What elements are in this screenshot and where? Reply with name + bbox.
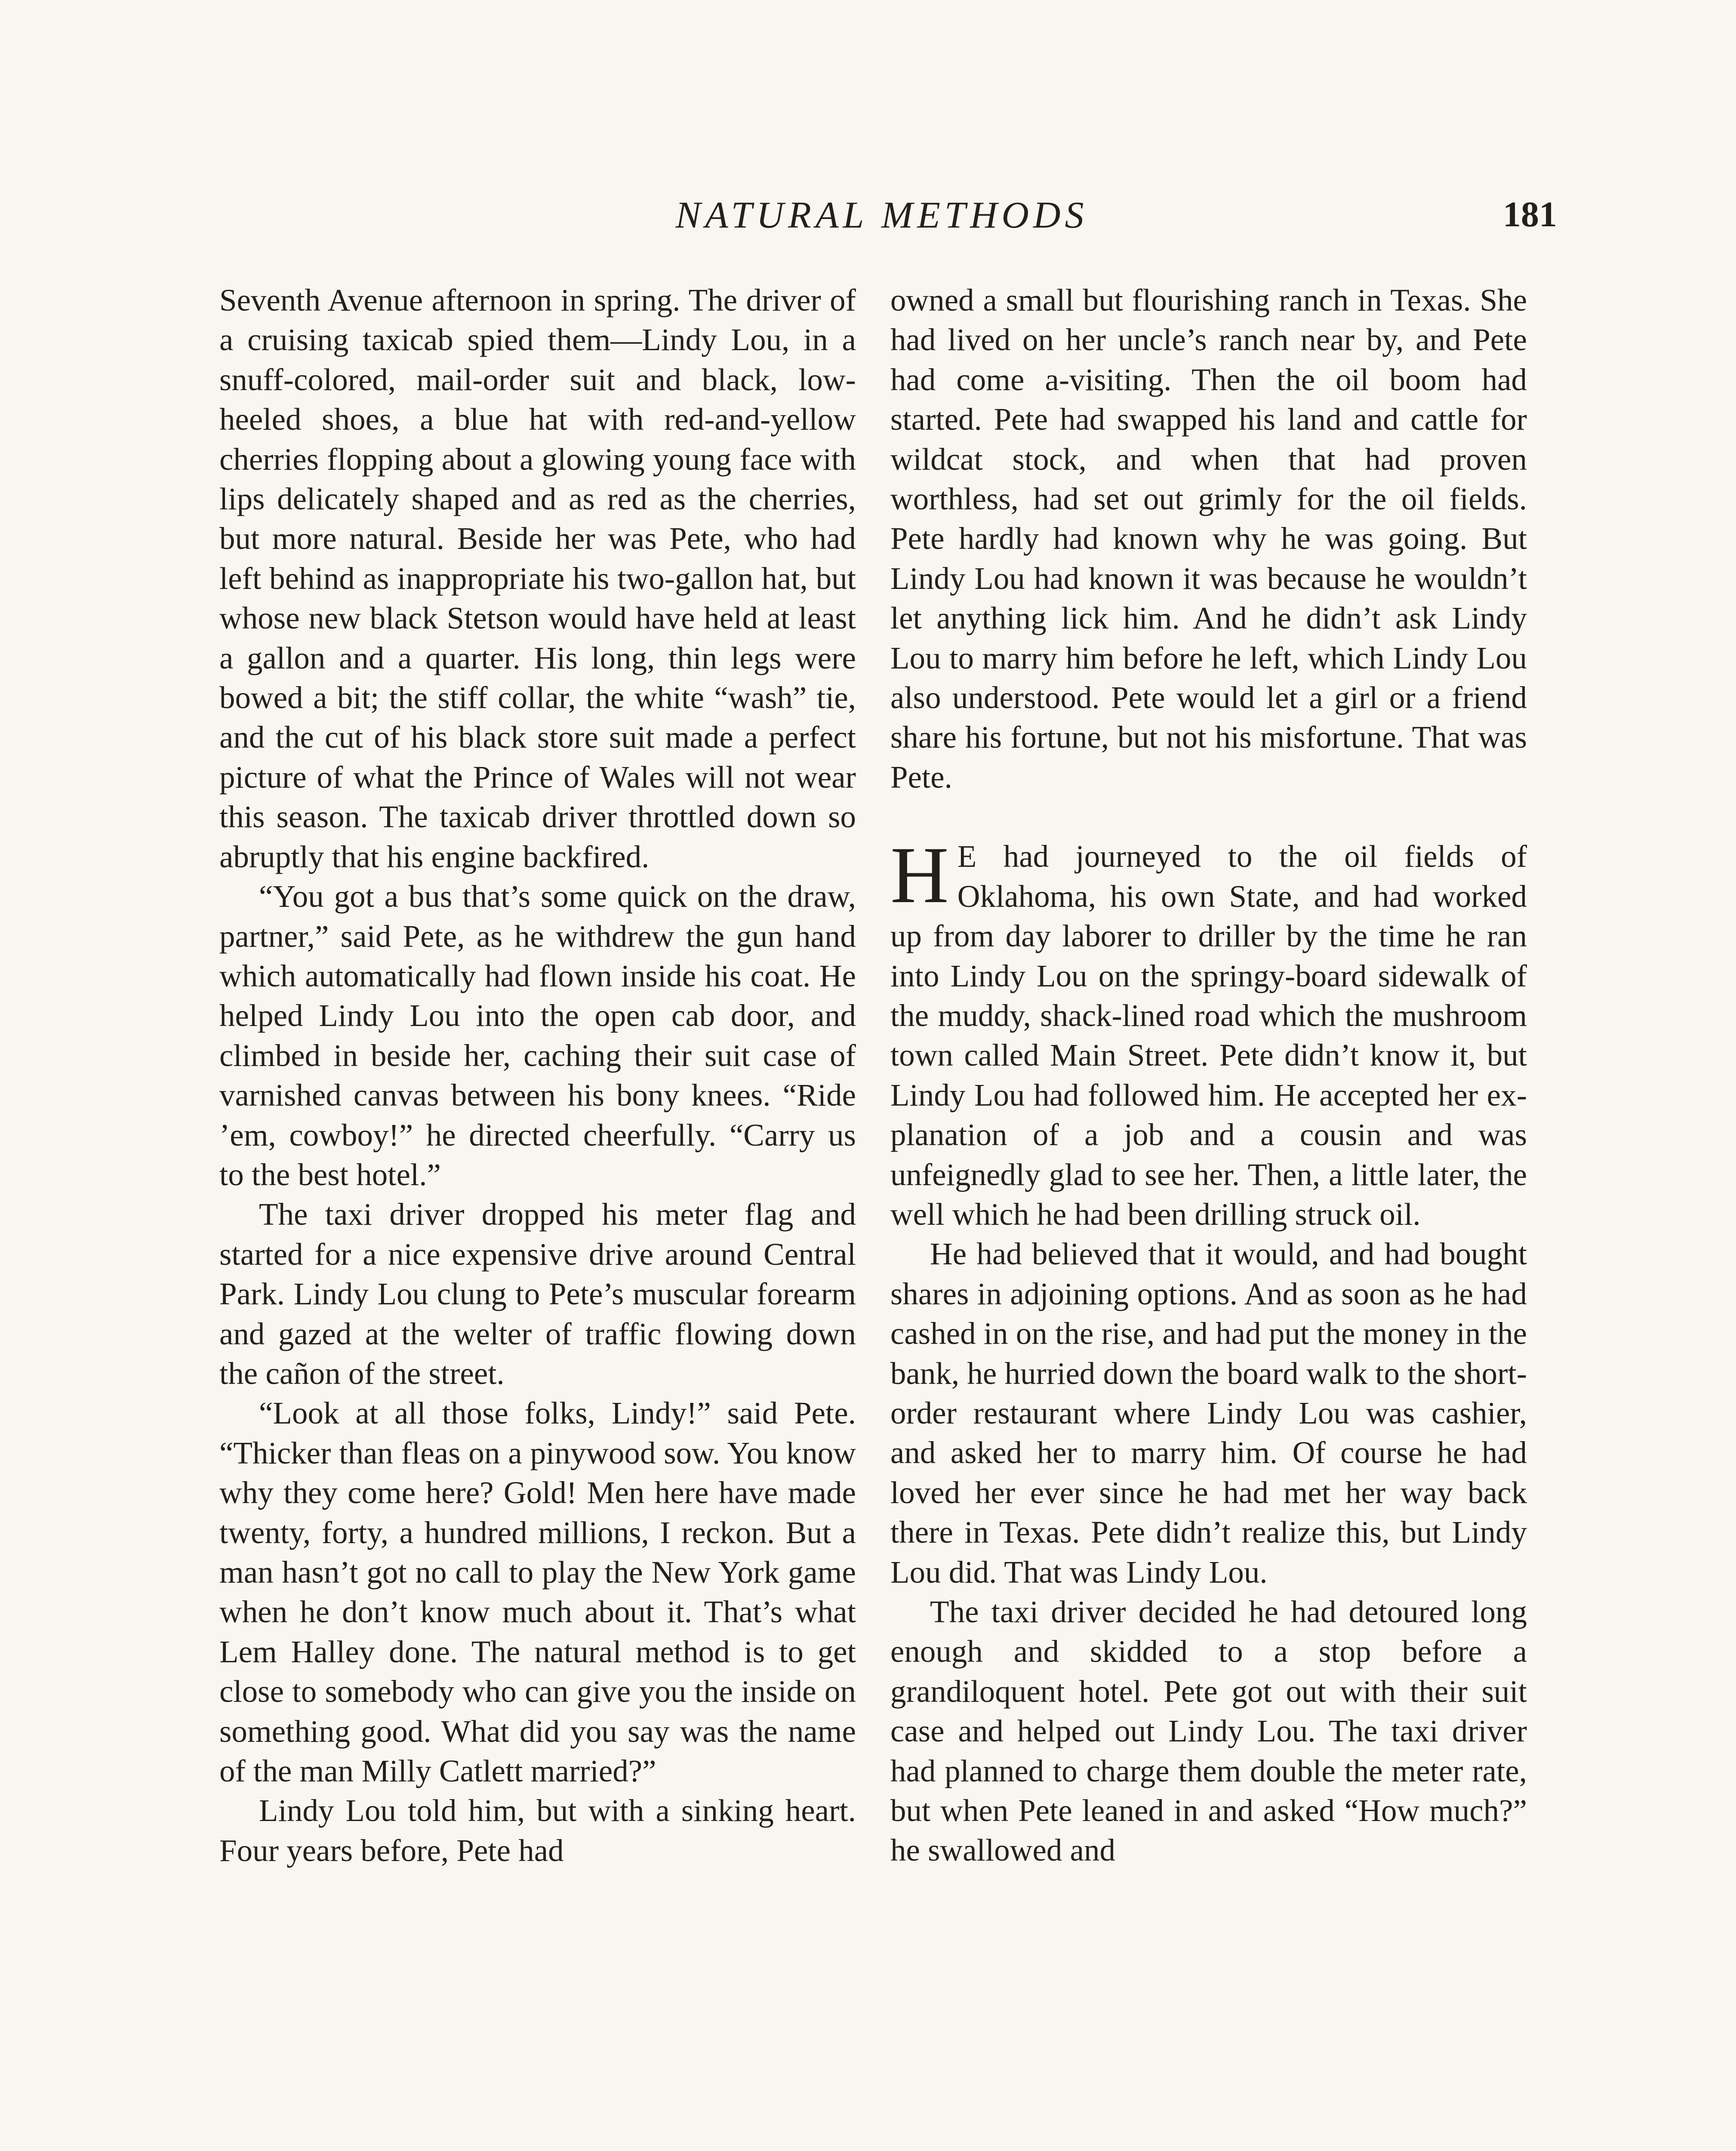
paragraph-text: E had journeyed to the oil fields of Oklahoma, his own State, and had worked up from day laborer to driller by the time he ran into Lindy Lou on the springy-board sidewalk of the muddy, shack-lined road which the mushroom town called Main Street. Pete didn’t know it, but Lindy Lou had followed him. He accepted her explanation of a job and a cousin and was unfeignedly glad to see her. Then, a little later, the well which he had been drilling struck oil. [890,839,1527,1232]
paragraph: owned a small but flourishing ranch in Texas. She had lived on her uncle’s ranch near by, and Pete had come a-visiting. Then the oil boom had started. Pete had swapped his land and cattle for wildcat stock, and when that had proven worthless, had set out grimly for the oil fields. Pete hardly had known why he was going. But Lindy Lou had known it was because he wouldn’t let anything lick him. And he didn’t ask Lindy Lou to marry him before he left, which Lindy Lou also understood. Pete would let a girl or a friend share his fortune, but not his misfortune. That was Pete. [890,283,1527,795]
paragraph: Seventh Avenue afternoon in spring. The driver of a cruising taxicab spied them—Lindy Lou, in a snuff-colored, mail-order suit and black, low-heeled shoes, a blue hat with red-and-yellow cherries flopping about a glowing young face with lips delicately shaped and as red as the cherries, but more natural. Beside her was Pete, who had left behind as inappropriate his two-gallon hat, but whose new black Stetson would have held at least a gallon and a quarter. His long, thin legs were bowed a bit; the stiff collar, the white “wash” tie, and the cut of his black store suit made a perfect picture of what the Prince of Wales will not wear this season. The taxicab driver throttled down so abruptly that his engine backfired. [219,283,856,874]
right-text-column [890,280,1527,1871]
page-number: 181 [1503,194,1557,234]
paragraph: “Look at all those folks, Lindy!” said Pete. “Thicker than fleas on a pinywood sow. You know why they come here? Gold! Men here have made twenty, forty, a hundred millions, I reckon. But a man hasn’t got no call to play the New York game when he don’t know much about it. That’s what Lem Halley done. The natural method is to get close to somebody who can give you the inside on something good. What did you say was the name of the man Milly Catlett married?” [219,1396,856,1789]
paragraph: Lindy Lou told him, but with a sinking heart. Four years before, Pete had [219,1793,856,1868]
paragraph: He had believed that it would, and had bought shares in adjoining options. And as soon as he had cashed in on the rise, and had put the money in the bank, he hurried down the board walk to the short-order restaurant where Lindy Lou was cashier, and asked her to marry him. Of course he had loved her ever since he had met her way back there in Texas. Pete didn’t realize this, but Lindy Lou did. That was Lindy Lou. [890,1236,1527,1590]
drop-cap-letter: H [890,830,949,920]
paragraph: The taxi driver dropped his meter flag and started for a nice expensive drive around Central Park. Lindy Lou clung to Pete’s muscular forearm and gazed at the welter of traffic flowing down the cañon of the street. [219,1197,856,1391]
running-header-title: NATURAL METHODS [675,194,1088,236]
paragraph: The taxi driver decided he had detoured long enough and skidded to a stop before a grandiloquent hotel. Pete got out with their suit case and helped out Lindy Lou. The taxi driver had planned to charge them double the meter rate, but when Pete leaned in and asked “How much?” he swallowed and [890,1594,1527,1868]
paragraph: “You got a bus that’s some quick on the draw, partner,” said Pete, as he withdrew the gun hand which automatically had flown inside his coat. He helped Lindy Lou into the open cab door, and climbed in beside her, caching their suit case of varnished canvas between his bony knees. “Ride ’em, cowboy!” he directed cheerfully. “Carry us to the best hotel.” [219,879,856,1192]
section-opening-paragraph [890,830,1527,1234]
left-text-column [219,280,856,1871]
